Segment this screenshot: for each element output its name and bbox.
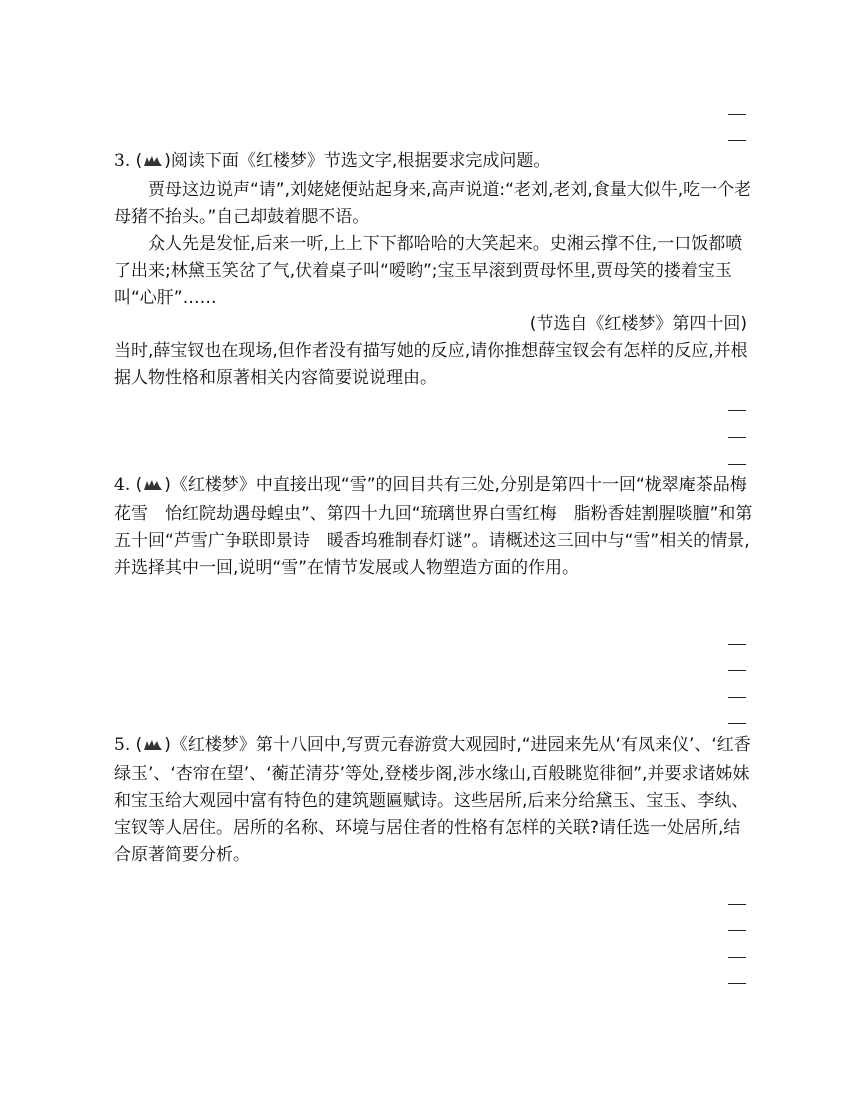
answer-line [728, 930, 746, 931]
answer-line [728, 904, 746, 905]
stars-badge-icon [143, 734, 163, 761]
passage-source: (节选自《红楼梦》第四十回) [529, 314, 747, 334]
question-5-prompt: 《红楼梦》第十八回中,写贾元春游赏大观园时,“进园来先从‘有凤来仪’、‘红香绿玉’、‘杏帘在望’、‘蘅芷清芬’等处,登楼步阁,涉水缘山,百般眺览徘徊”,并要求诸姊妹和宝玉给大观园中富有特色的建筑题匾赋诗。这些居所,后来分给黛玉、宝玉、李纨、宝钗等人居住。居所的名称、环境与居住者的性格有怎样的关联?请任选一处居所,结合原著简要分析。 [114, 735, 751, 865]
answer-line [728, 410, 746, 411]
answer-line [728, 697, 746, 698]
paren-open: ( [135, 735, 143, 755]
answer-line [728, 983, 746, 984]
question-4-prompt: 《红楼梦》中直接出现“雪”的回目共有三处,分别是第四十一回“栊翠庵茶品梅花雪 怡红院劫遇母蝗虫”、第四十九回“琉璃世界白雪红梅 脂粉香娃割腥啖膻”和第五十回“芦雪广争联即景诗 暖香坞雅制春灯谜”。请概述这三回中与“雪”相关的情景,并选择其中一回,说明“雪”在情节发展或人物塑造方面的作用。 [114, 475, 753, 578]
question-3 [114, 148, 754, 312]
answer-line [728, 464, 746, 465]
paren-open: ( [135, 151, 143, 171]
question-number: 4. [114, 475, 131, 495]
paren-open: ( [135, 475, 143, 495]
stars-badge-icon [143, 474, 163, 501]
question-3-prompt: 阅读下面《红楼梦》节选文字,根据要求完成问题。 [170, 151, 551, 171]
answer-line [728, 957, 746, 958]
passage-paragraph: 众人先是发怔,后来一听,上上下下都哈哈的大笑起来。史湘云撑不住,一口饭都喷了出来;林黛玉笑岔了气,伏着桌子叫“嗳哟”;宝玉早滚到贾母怀里,贾母笑的搂着宝玉叫“心肝”…… [114, 234, 743, 308]
stars-badge-icon [143, 150, 163, 177]
paren-close: ) [164, 735, 171, 755]
answer-line [728, 670, 746, 671]
answer-line [728, 437, 746, 438]
question-number: 3. [114, 151, 131, 171]
answer-line [728, 723, 746, 724]
question-number: 5. [114, 735, 131, 755]
paren-close: ) [164, 151, 171, 171]
question-3-header [114, 148, 754, 177]
question-3-task: 当时,薛宝钗也在现场,但作者没有描写她的反应,请你推想薛宝钗会有怎样的反应,并根据人物性格和原著相关内容简要说说理由。 [114, 341, 748, 388]
question-5 [114, 732, 754, 869]
question-4 [114, 472, 754, 582]
paren-close: ) [164, 475, 171, 495]
answer-line [728, 140, 746, 141]
answer-line [728, 644, 746, 645]
answer-line [728, 114, 746, 115]
passage-paragraph: 贾母这边说声“请”,刘姥姥便站起身来,高声说道:“老刘,老刘,食量大似牛,吃一个老母猪不抬头。”自己却鼓着腮不语。 [114, 180, 752, 227]
